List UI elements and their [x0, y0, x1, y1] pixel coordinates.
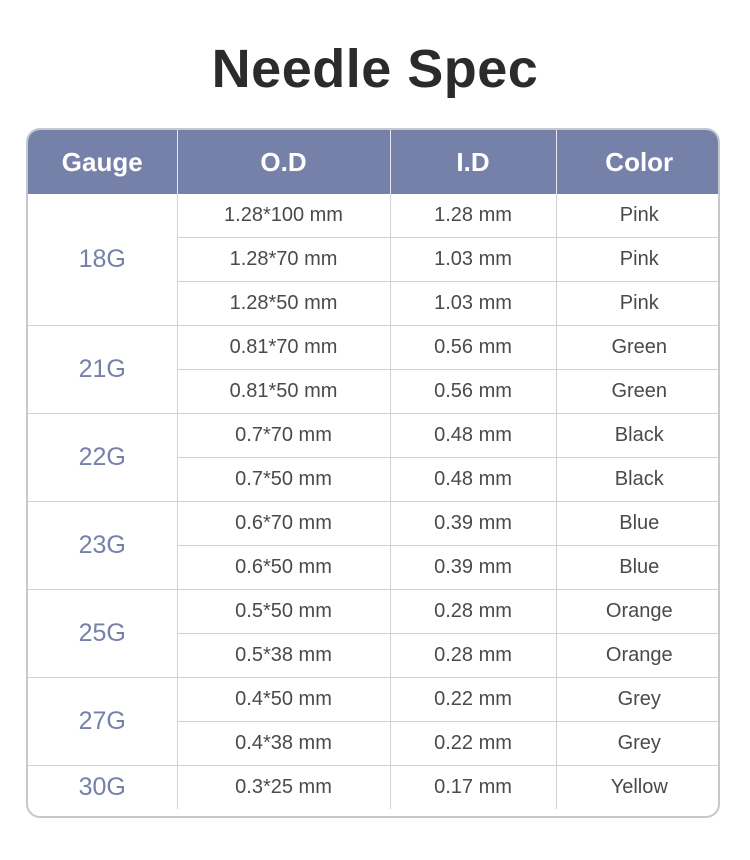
gauge-cell: 27G — [28, 678, 177, 766]
color-cell: Yellow — [556, 766, 720, 810]
color-cell: Blue — [556, 546, 720, 590]
id-cell: 0.39 mm — [390, 546, 556, 590]
od-cell: 0.5*38 mm — [177, 634, 390, 678]
gauge-cell: 18G — [28, 194, 177, 326]
id-cell: 0.56 mm — [390, 326, 556, 370]
id-cell: 0.48 mm — [390, 414, 556, 458]
color-cell: Grey — [556, 678, 720, 722]
od-cell: 1.28*100 mm — [177, 194, 390, 238]
color-cell: Orange — [556, 634, 720, 678]
id-cell: 1.03 mm — [390, 282, 556, 326]
id-cell: 0.22 mm — [390, 678, 556, 722]
header-id: I.D — [390, 130, 556, 194]
od-cell: 0.4*50 mm — [177, 678, 390, 722]
gauge-cell: 25G — [28, 590, 177, 678]
od-cell: 0.3*25 mm — [177, 766, 390, 810]
needle-spec-table — [26, 128, 720, 818]
color-cell: Pink — [619, 204, 659, 226]
od-cell: 0.6*50 mm — [177, 546, 390, 590]
table-row — [28, 194, 720, 238]
id-cell: 0.48 mm — [390, 458, 556, 502]
od-cell: 0.7*70 mm — [177, 414, 390, 458]
gauge-cell: 22G — [28, 414, 177, 502]
gauge-cell: 21G — [28, 326, 177, 414]
od-cell: 0.5*50 mm — [177, 590, 390, 634]
table-row — [28, 326, 720, 370]
id-cell: 0.22 mm — [390, 722, 556, 766]
id-cell: 1.03 mm — [390, 238, 556, 282]
page-title: Needle Spec — [211, 39, 539, 99]
id-cell: 1.28 mm — [390, 194, 556, 238]
color-cell: Grey — [556, 722, 720, 766]
id-cell: 0.17 mm — [390, 766, 556, 810]
header-gauge: Gauge — [28, 130, 177, 194]
header-color: Color — [556, 130, 720, 194]
id-cell: 0.28 mm — [390, 590, 556, 634]
od-cell: 0.4*38 mm — [177, 722, 390, 766]
color-cell: Green — [556, 326, 720, 370]
od-cell: 0.6*70 mm — [177, 502, 390, 546]
gauge-cell: 23G — [28, 502, 177, 590]
color-cell: Black — [556, 414, 720, 458]
id-cell: 0.39 mm — [390, 502, 556, 546]
table-body — [28, 194, 720, 809]
color-cell: Pink — [556, 238, 720, 282]
od-cell: 0.81*50 mm — [177, 370, 390, 414]
od-cell: 0.7*50 mm — [177, 458, 390, 502]
od-cell: 1.28*70 mm — [177, 238, 390, 282]
spec-table — [28, 130, 720, 809]
od-cell: 1.28*50 mm — [177, 282, 390, 326]
color-cell: Pink — [556, 282, 720, 326]
od-cell: 0.81*70 mm — [177, 326, 390, 370]
color-cell: Black — [556, 458, 720, 502]
table-row — [28, 502, 720, 546]
id-cell: 0.56 mm — [390, 370, 556, 414]
gauge-cell: 30G — [28, 766, 177, 810]
color-cell: Orange — [556, 590, 720, 634]
header-row — [28, 130, 720, 194]
table-row — [28, 678, 720, 722]
color-cell: Blue — [556, 502, 720, 546]
table-row — [28, 590, 720, 634]
color-cell: Green — [556, 370, 720, 414]
id-cell: 0.28 mm — [390, 634, 556, 678]
table-row — [28, 766, 720, 810]
table-row — [28, 414, 720, 458]
header-od: O.D — [177, 130, 390, 194]
